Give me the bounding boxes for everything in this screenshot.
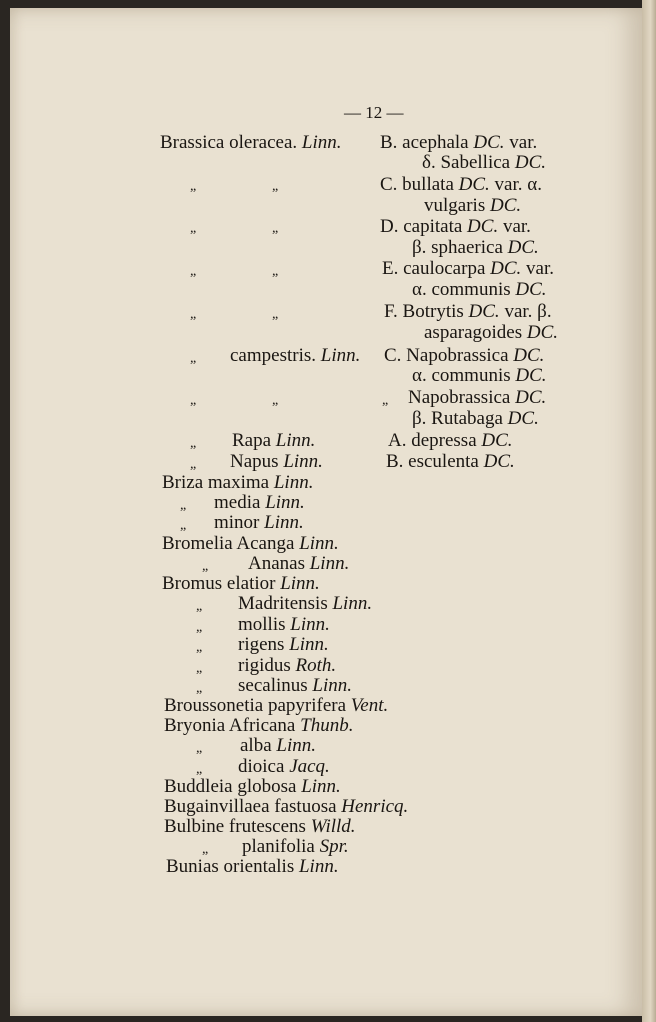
entry-genus: Brassica oleracea. Linn.	[160, 132, 342, 153]
ditto-mark: „	[190, 179, 197, 194]
entry-line: Madritensis Linn.	[238, 593, 373, 614]
entry-species: campestris. Linn.	[230, 345, 361, 366]
ditto-mark: „	[190, 221, 197, 236]
entry-line: minor Linn.	[214, 512, 304, 533]
subvariety-line: β. sphaerica DC.	[412, 237, 539, 258]
ditto-mark: „	[382, 393, 389, 408]
entry-species: Napus Linn.	[230, 451, 323, 472]
ditto-mark: „	[190, 436, 197, 451]
entry-line: Buddleia globosa Linn.	[164, 776, 341, 797]
variety-line: E. caulocarpa DC. var.	[382, 258, 555, 279]
ditto-mark: „	[196, 620, 203, 635]
ditto-mark: „	[202, 559, 209, 574]
ditto-mark: „	[272, 264, 279, 279]
variety-line: F. Botrytis DC. var. β.	[384, 301, 552, 322]
adjacent-page-edge	[642, 0, 656, 1022]
variety-line: B. acephala DC. var.	[380, 132, 538, 153]
subvariety-line: vulgaris DC.	[424, 195, 522, 216]
variety-line: D. capitata DC. var.	[380, 216, 531, 237]
ditto-mark: „	[196, 762, 203, 777]
entry-line: rigidus Roth.	[238, 655, 337, 676]
ditto-mark: „	[196, 741, 203, 756]
variety-line: B. esculenta DC.	[386, 451, 515, 472]
ditto-mark: „	[196, 599, 203, 614]
entry-line: Briza maxima Linn.	[162, 472, 314, 493]
entry-line: Broussonetia papyrifera Vent.	[164, 695, 389, 716]
page-number: — 12 —	[344, 103, 404, 122]
ditto-mark: „	[196, 661, 203, 676]
ditto-mark: „	[180, 498, 187, 513]
entry-line: rigens Linn.	[238, 634, 329, 655]
entry-line: Ananas Linn.	[248, 553, 350, 574]
entry-line: mollis Linn.	[238, 614, 330, 635]
variety-line: C. Napobrassica DC.	[384, 345, 545, 366]
entry-line: planifolia Spr.	[242, 836, 349, 857]
subvariety-line: β. Rutabaga DC.	[412, 408, 539, 429]
entry-line: Bryonia Africana Thunb.	[164, 715, 354, 736]
ditto-mark: „	[272, 221, 279, 236]
entry-line: Bromelia Acanga Linn.	[162, 533, 339, 554]
ditto-mark: „	[190, 307, 197, 322]
variety-line: A. depressa DC.	[388, 430, 513, 451]
ditto-mark: „	[272, 179, 279, 194]
ditto-mark: „	[272, 393, 279, 408]
entry-line: Bunias orientalis Linn.	[166, 856, 339, 877]
entry-line: dioica Jacq.	[238, 756, 330, 777]
ditto-mark: „	[190, 264, 197, 279]
ditto-mark: „	[190, 457, 197, 472]
subvariety-line: α. communis DC.	[412, 279, 547, 300]
entry-line: media Linn.	[214, 492, 305, 513]
subvariety-line: δ. Sabellica DC.	[422, 152, 546, 173]
variety-line: C. bullata DC. var. α.	[380, 174, 542, 195]
ditto-mark: „	[196, 681, 203, 696]
book-page	[10, 8, 642, 1016]
subvariety-line: asparagoides DC.	[424, 322, 559, 343]
ditto-mark: „	[180, 518, 187, 533]
entry-line: secalinus Linn.	[238, 675, 353, 696]
entry-line: alba Linn.	[240, 735, 317, 756]
ditto-mark: „	[190, 393, 197, 408]
entry-line: Bugainvillaea fastuosa Henricq.	[164, 796, 409, 817]
ditto-mark: „	[196, 640, 203, 655]
entry-line: Bromus elatior Linn.	[162, 573, 320, 594]
ditto-mark: „	[190, 351, 197, 366]
ditto-mark: „	[272, 307, 279, 322]
variety-line: Napobrassica DC.	[408, 387, 547, 408]
subvariety-line: α. communis DC.	[412, 365, 547, 386]
entry-species: Rapa Linn.	[232, 430, 316, 451]
entry-line: Bulbine frutescens Willd.	[164, 816, 356, 837]
ditto-mark: „	[202, 842, 209, 857]
